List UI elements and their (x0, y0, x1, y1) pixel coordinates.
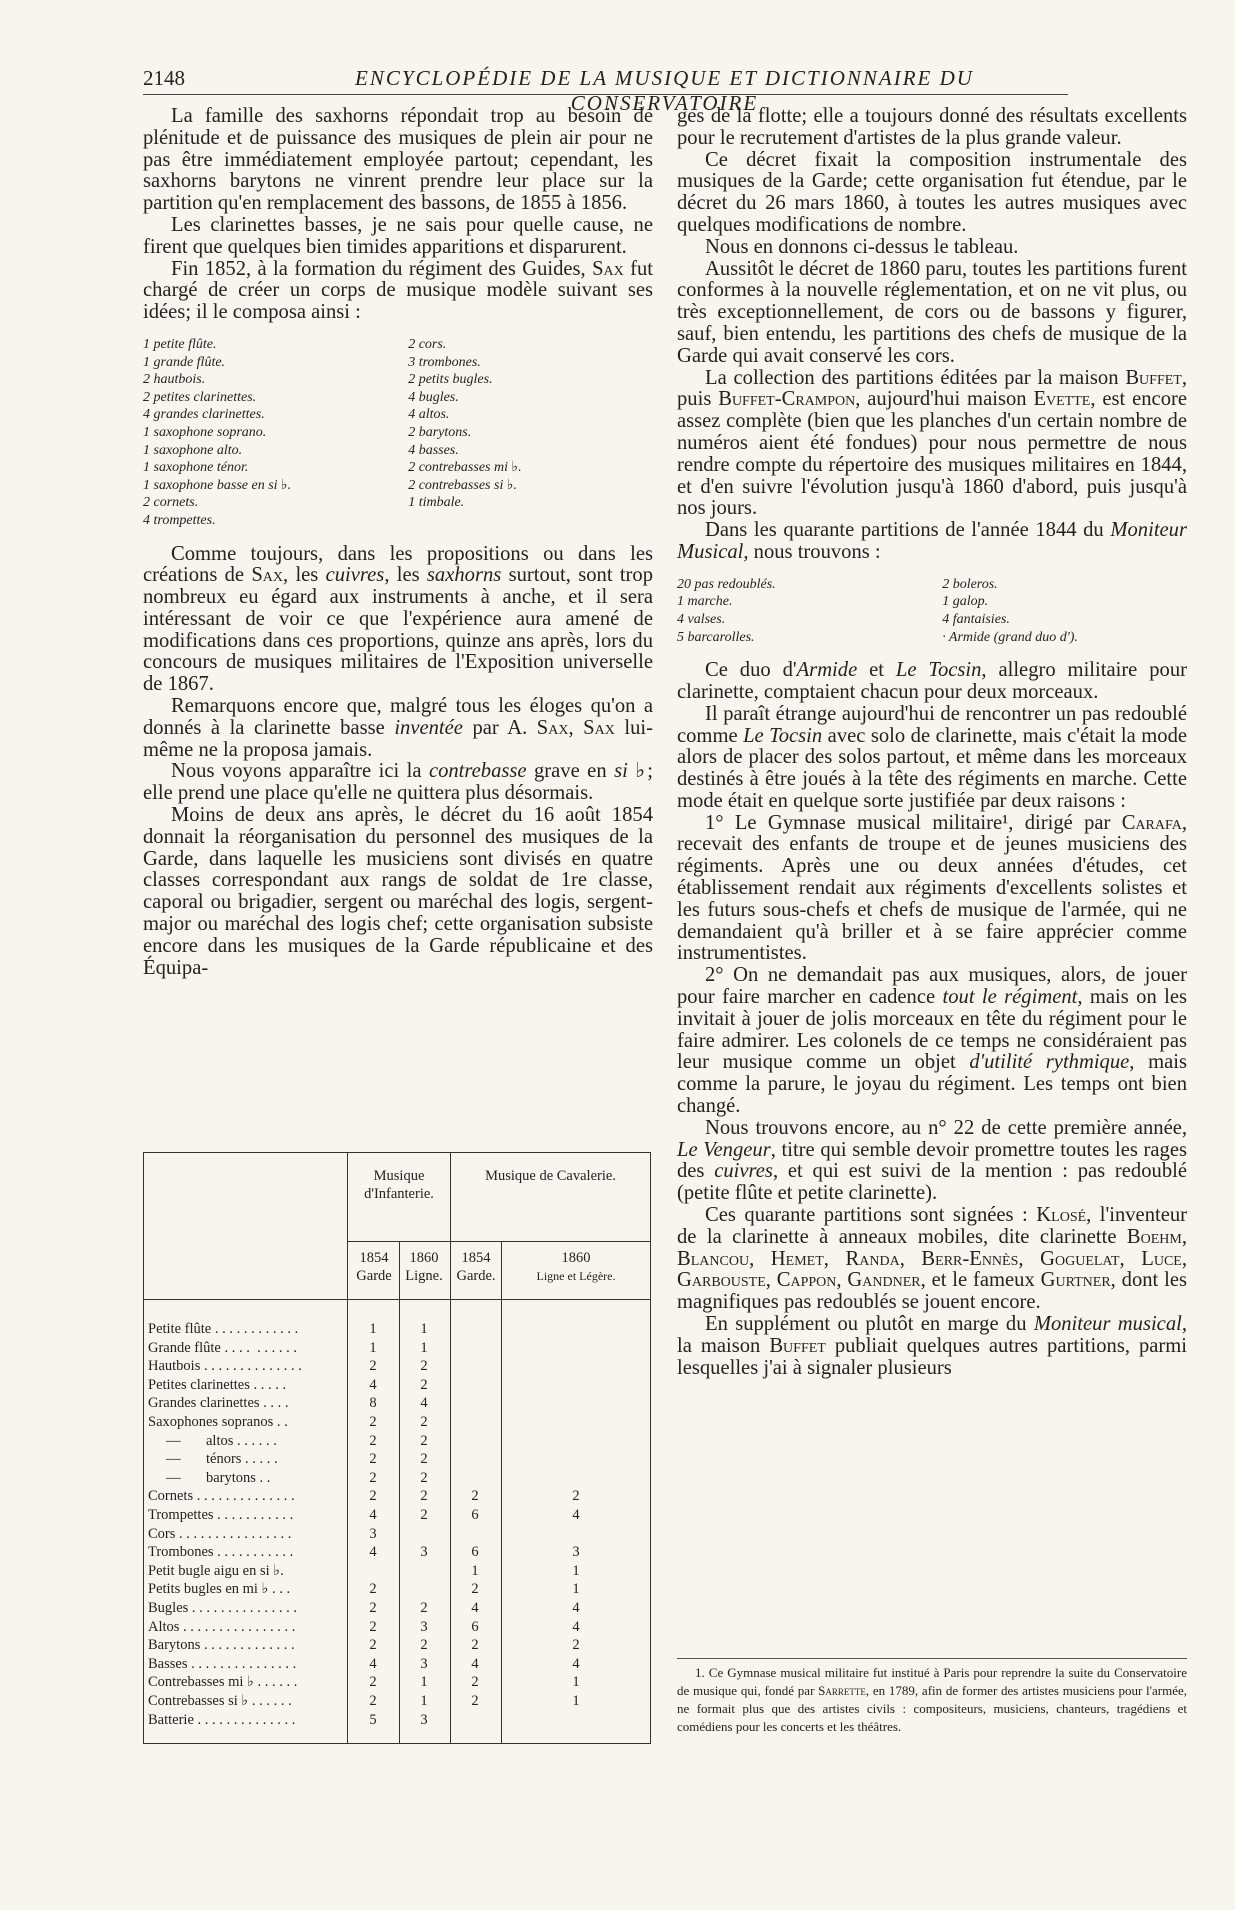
table-cell: 1 (420, 1321, 428, 1337)
list-item: 2 boleros. (942, 576, 998, 592)
table-row-label: Hautbois . . . . . . . . . . . . . . (148, 1358, 302, 1375)
table-cell: 2 (369, 1618, 377, 1635)
table-cell: 2 (369, 1469, 377, 1486)
table-cell: 4 (572, 1655, 580, 1672)
table-cell: 3 (369, 1525, 377, 1542)
list-item: 5 barcarolles. (677, 629, 755, 645)
table-row-label: Petit bugle aigu en si ♭. (148, 1562, 284, 1579)
table-row-label: Basses . . . . . . . . . . . . . . . (148, 1655, 297, 1672)
table-cell: 4 (369, 1544, 377, 1561)
paragraph: Aussitôt le décret de 1860 paru, toutes les partitions furent conformes à la nouvelle réglementation, et on ne vit plus, ou très exceptionnellement, de cors ou de bassons y figurer, sauf, bien entendu, les partitions des chefs de musique de la Garde qui avait conservé les cors. (677, 257, 1187, 367)
list-item: 1 petite flûte. (143, 336, 217, 352)
paragraph: Dans les quarante partitions de l'année 1844 du Moniteur Musical, nous trouvons : (677, 519, 1187, 563)
instrument-table (143, 1152, 651, 1744)
paragraph: Il paraît étrange aujourd'hui de rencontrer un pas redoublé comme Le Tocsin avec solo de clarinette, mais c'était la mode alors de placer des solos partout, et même dans les morceaux destinés à être joués à la tête des régiments en marche. Cette mode était en quelque sorte justifiée par deux raisons : (677, 702, 1188, 812)
table-cell: 1 (369, 1321, 377, 1337)
list-item: 1 marche. (677, 594, 733, 610)
table-cell: 2 (369, 1414, 377, 1430)
instrument-list (143, 324, 653, 544)
table-row-label: Batterie . . . . . . . . . . . . . . (148, 1711, 296, 1728)
table-cell: 4 (572, 1507, 580, 1523)
table-cell: 2 (420, 1600, 428, 1616)
table-cell: 2 (420, 1507, 428, 1523)
table-cell: 2 (420, 1637, 428, 1654)
table-cell: 1 (572, 1693, 580, 1709)
table-row-label: Contrebasses mi ♭ . . . . . . (148, 1674, 298, 1691)
list-item: 2 cors. (408, 336, 447, 352)
paragraph: 1° Le Gymnase musical militaire¹, dirigé par Carafa, recevait des enfants de troupe et de jeunes musiciens des régiments. Après une ou deux années d'études, cet établissement rendait aux régiments d'excellents solistes et les futurs sous-chefs et chefs de musique de l'armée, qui ne demandaient qu'à briller et à se faire apprécier comme instrumentistes. (677, 811, 1187, 965)
list-item: 1 saxophone ténor. (143, 460, 249, 476)
list-item: 4 bugles. (408, 389, 459, 405)
paragraph: 2° On ne demandait pas aux musiques, alors, de jouer pour faire marcher en cadence tout le régiment, mais on les invitait à jouer de jolis morceaux en tête du régiment pour le faire admirer. Les colonels de ce temps ne considéraient pas leur musique comme un objet d'utilité rythmique, mais comme la parure, le joyau du régiment. Les temps ont bien changé. (677, 964, 1187, 1118)
table-column-header: 1860 Ligne et Légère. (536, 1250, 616, 1283)
list-item: 4 valses. (677, 611, 726, 627)
list-item: 1 grande flûte. (143, 354, 226, 370)
table-cell: 2 (420, 1469, 428, 1486)
table-cell: 2 (471, 1488, 479, 1505)
table-row-label: Barytons . . . . . . . . . . . . . (148, 1637, 295, 1654)
list-item: 1 saxophone alto. (143, 442, 243, 458)
list-item: 2 contrebasses mi ♭. (408, 460, 522, 476)
list-item: 1 saxophone soprano. (143, 424, 267, 440)
table-cell: 4 (420, 1395, 428, 1412)
table-cell: 2 (471, 1637, 479, 1654)
table-row-label: Petits bugles en mi ♭ . . . (148, 1581, 291, 1598)
table-cell: 5 (369, 1711, 377, 1728)
table-column-header: 1860 Ligne. (405, 1250, 443, 1284)
table-cell: 2 (420, 1488, 428, 1505)
paragraph: ges de la flotte; elle a toujours donné des résultats excellents pour le recrutement d'artistes de la plus grande valeur. (677, 105, 1187, 149)
list-item: 2 contrebasses si ♭. (408, 477, 517, 493)
table-row-label: — ténors . . . . . (148, 1451, 278, 1468)
table-cell: 2 (471, 1693, 479, 1709)
paragraph: La famille des saxhorns répondait trop au besoin de plénitude et de puissance des musiques de plein air pour ne pas être immédiatement employée partout; cependant, les saxhorns barytons ne vinrent prendre leur place sur la partition qu'en remplacement des bassons, de 1855 à 1856. (143, 105, 653, 215)
table-row-label: Cors . . . . . . . . . . . . . . . . (148, 1525, 292, 1542)
list-item: 2 cornets. (143, 495, 199, 511)
table-cell: 2 (369, 1451, 377, 1468)
repertoire-list-left (677, 576, 942, 646)
table-row-label: Grandes clarinettes . . . . (148, 1395, 289, 1412)
table-cell: 6 (471, 1544, 479, 1561)
table-cell: 4 (369, 1376, 377, 1393)
table-row-label: — altos . . . . . . (148, 1432, 277, 1449)
table-cell: 2 (572, 1488, 580, 1505)
paragraph: Fin 1852, à la formation du régiment des Guides, Sax fut chargé de créer un corps de musique modèle suivant ses idées; il le composa ainsi : (143, 257, 653, 324)
list-item: 1 saxophone basse en si ♭. (143, 477, 292, 493)
table-cell: 4 (369, 1655, 377, 1672)
table-group-infanterie: Musique d'Infanterie. (364, 1168, 434, 1202)
table-cell: 2 (420, 1414, 428, 1430)
list-item: 1 timbale. (408, 495, 465, 511)
table-cell: 2 (369, 1358, 377, 1375)
table-cell: 3 (572, 1544, 580, 1561)
list-item: 20 pas redoublés. (677, 576, 776, 592)
table-cell: 2 (369, 1432, 377, 1449)
table-cell: 4 (369, 1507, 377, 1523)
list-item: 2 petits bugles. (408, 372, 493, 388)
table-row-label: Trombones . . . . . . . . . . . (148, 1544, 294, 1561)
list-item: 1 galop. (942, 594, 989, 610)
paragraph: Les clarinettes basses, je ne sais pour quelle cause, ne firent que quelques bien timides apparitions et disparurent. (143, 213, 653, 258)
table-row-label: — barytons . . (148, 1469, 271, 1486)
table-cell: 2 (369, 1600, 377, 1616)
table-row-label: Bugles . . . . . . . . . . . . . . . (148, 1600, 298, 1616)
table-column-header: 1854 Garde. (456, 1250, 496, 1284)
table-cell: 4 (572, 1600, 580, 1616)
table-column-header: 1854 Garde (356, 1250, 392, 1284)
table-cell: 1 (369, 1339, 377, 1356)
paragraph: Nous en donnons ci-dessus le tableau. (705, 235, 1019, 258)
list-item: · Armide (grand duo d'). (942, 629, 1078, 645)
table-cell: 1 (420, 1674, 428, 1691)
table-cell: 4 (572, 1618, 580, 1635)
table-cell: 8 (369, 1395, 377, 1412)
table-cell: 4 (471, 1655, 479, 1672)
table-row-label: Petite flûte . . . . . . . . . . . . (148, 1321, 299, 1337)
table-cell: 2 (369, 1488, 377, 1505)
list-item: 4 grandes clarinettes. (143, 407, 265, 423)
table-cell: 2 (420, 1432, 428, 1449)
table-cell: 1 (572, 1581, 580, 1598)
page-header (143, 64, 1068, 115)
repertoire-list (677, 564, 1187, 660)
table-row-label: Cornets . . . . . . . . . . . . . . (148, 1488, 295, 1505)
table-row-label: Altos . . . . . . . . . . . . . . . . (148, 1618, 296, 1635)
list-item: 2 barytons. (408, 424, 472, 440)
paragraph: En supplément ou plutôt en marge du Moniteur musical, la maison Buffet publiait quelques autres partitions, parmi lesquelles j'ai à signaler plusieurs (677, 1313, 1187, 1379)
list-item: 2 petites clarinettes. (143, 389, 257, 405)
table-cell: 2 (420, 1358, 428, 1375)
paragraph: Nous trouvons encore, au n° 22 de cette première année, Le Vengeur, titre qui semble devoir promettre toutes les rages des cuivres, et qui est suivi de la mention : pas redoublé (petite flûte et petite clarinette). (677, 1116, 1187, 1205)
table-cell: 1 (471, 1562, 479, 1579)
table-cell: 3 (420, 1618, 428, 1635)
repertoire-list-right (942, 576, 1187, 646)
table-cell: 2 (471, 1674, 479, 1691)
table-cell: 2 (369, 1674, 377, 1691)
right-column (677, 106, 1187, 1379)
table-row-label: Trompettes . . . . . . . . . . . (148, 1507, 294, 1523)
paragraph: Comme toujours, dans les propositions ou dans les créations de Sax, les cuivres, les saxhorns surtout, sont trop nombreux eu égard aux instruments à anche, et il sera intéressant de voir ce que l'expérience aura amené de modifications dans ces proportions, quinze ans après, lors du concours de musiques militaires de l'Exposition universelle de 1867. (143, 542, 653, 696)
list-item: 3 trombones. (408, 354, 481, 370)
table-row-label: Saxophones sopranos . . (148, 1414, 288, 1430)
table-group-cavalerie: Musique de Cavalerie. (485, 1168, 616, 1184)
paragraph: Ces quarante partitions sont signées : Klosé, l'inventeur de la clarinette à anneaux mobiles, dite clarinette Boehm, Blancou, Hemet, Randa, Berr-Ennès, Goguelat, Luce, Garbouste, Cappon, Gandner, et le fameux Gurtner, dont les magnifiques pas redoublés se jouent encore. (677, 1204, 1188, 1314)
list-item: 4 fantaisies. (942, 611, 1010, 627)
table-row-label: Petites clarinettes . . . . . (148, 1376, 287, 1393)
list-item: 4 trompettes. (143, 512, 216, 528)
list-item: 4 altos. (408, 407, 450, 423)
page-number: 2148 (143, 66, 185, 90)
table-cell: 4 (471, 1600, 479, 1616)
table-cell: 2 (369, 1581, 377, 1598)
table-row-label: Grande flûte . . . . . . . . . . (148, 1339, 297, 1356)
instrument-list-right (408, 336, 653, 530)
left-column (143, 106, 653, 979)
table-cell: 2 (471, 1581, 479, 1598)
table-cell: 1 (572, 1674, 580, 1691)
instrument-list-left (143, 336, 408, 530)
table-cell: 1 (572, 1562, 580, 1579)
list-item: 4 basses. (408, 442, 459, 458)
paragraph: La collection des partitions éditées par la maison Buffet, puis Buffet-Crampon, aujourd'hui maison Evette, est encore assez complète (bien que les planches d'un certain nombre de numéros aient été fondues) pour nous permettre de nous rendre compte du répertoire des musiques militaires en 1844, et d'en suivre l'évolution jusqu'à 1860 d'abord, puis jusqu'à nos jours. (677, 366, 1187, 520)
table-cell: 2 (420, 1376, 428, 1393)
table-cell: 3 (420, 1544, 428, 1561)
table-cell: 1 (420, 1693, 428, 1709)
paragraph: Remarquons encore que, malgré tous les éloges qu'on a donnés à la clarinette basse inventée par A. Sax, Sax lui-même ne la proposa jamais. (143, 695, 654, 761)
table-cell: 1 (420, 1339, 428, 1356)
paragraph: Ce duo d'Armide et Le Tocsin, allegro militaire pour clarinette, comptaient chacun pour deux morceaux. (677, 659, 1187, 703)
running-title: ENCYCLOPÉDIE DE LA MUSIQUE ET DICTIONNAIRE DU CONSERVATOIRE (355, 66, 974, 115)
table-cell: 2 (420, 1451, 428, 1468)
footnote: 1. Ce Gymnase musical militaire fut institué à Paris pour reprendre la suite du Conservatoire de musique qui, fondé par Sarrette, en 1789, afin de former des artistes musiciens pour l'armée, ne formait plus que des artistes civils : compositeurs, musiciens, chanteurs, tragédiens et comédiens pour les concerts et les théâtres. (677, 1665, 1187, 1734)
table-cell: 2 (369, 1637, 377, 1654)
table-row-label: Contrebasses si ♭ . . . . . . (148, 1693, 292, 1709)
paragraph: Nous voyons apparaître ici la contrebasse grave en si ♭; elle prend une place qu'elle ne quittera plus désormais. (143, 760, 653, 805)
paragraph: Ce décret fixait la composition instrumentale des musiques de la Garde; cette organisation fut étendue, par le décret du 26 mars 1860, à toutes les autres musiques avec quelques modifications de nombre. (677, 148, 1187, 236)
table-cell: 2 (369, 1693, 377, 1709)
table-cell: 2 (572, 1637, 580, 1654)
table-cell: 6 (471, 1507, 479, 1523)
table-cell: 3 (420, 1711, 428, 1728)
paragraph: Moins de deux ans après, le décret du 16 août 1854 donnait la réorganisation du personnel des musiques de la Garde, dans laquelle les musiciens sont divisés en quatre classes correspondant aux rangs de soldat de 1re classe, caporal ou brigadier, sergent ou maréchal des logis, sergent-major ou maréchal des logis chef; cette organisation subsiste encore dans les musiques de la Garde républicaine et des Équipa- (143, 804, 653, 979)
table-cell: 6 (471, 1618, 479, 1635)
list-item: 2 hautbois. (143, 372, 206, 388)
footnote-rule (677, 1658, 1187, 1659)
table-cell: 3 (420, 1655, 428, 1672)
